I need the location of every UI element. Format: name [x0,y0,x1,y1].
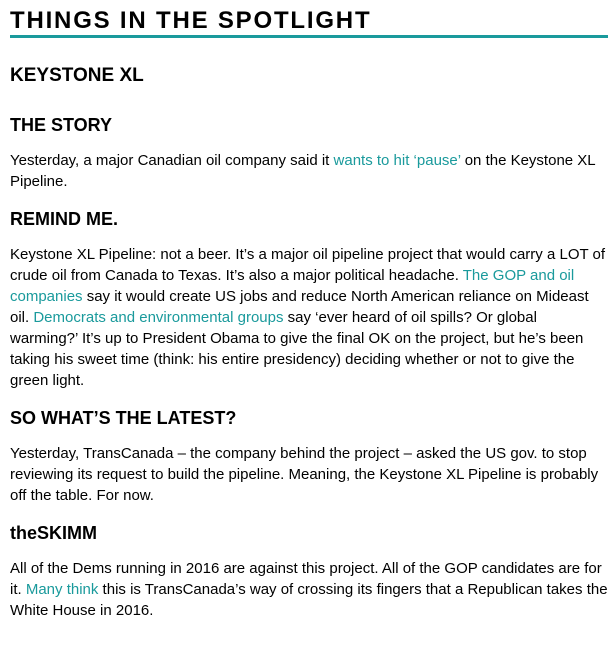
story-text-1: Yesterday, a major Canadian oil company said it [10,152,334,169]
skimm-heading: theSKIMM [10,523,97,543]
latest-text-1: Yesterday, TransCanada – the company behind the project – asked the US gov. to stop reviewing its request to build the pipeline. Meaning, the Keystone XL Pipeline is probably off the table. For now. [10,445,599,504]
latest-paragraph [10,443,608,506]
skimm-text-1: All of the Dems running in 2016 are against this project. All of the GOP candidates are for it. [10,560,602,598]
many-think-link[interactable]: Many think [25,581,99,598]
gop-link[interactable]: The GOP and oil companies [10,267,575,305]
story-text-2: on the Keystone XL Pipeline. [10,152,596,190]
latest-heading: SO WHAT’S THE LATEST? [10,408,237,428]
democrats-link[interactable]: Democrats and environmental groups [33,309,284,326]
newsletter-article [10,0,608,621]
pause-link[interactable]: wants to hit ‘pause’ [333,152,461,169]
section-title: THINGS IN THE SPOTLIGHT [10,7,372,34]
topic-title: KEYSTONE XL [10,65,144,86]
remind-text-3: say ‘ever heard of oil spills? Or global warming?’ It’s up to President Obama to give the final OK on the project, but he’s been taking his sweet time (think: his entire presidency) deciding whether or not to give the green light. [10,309,584,389]
remind-text-2: say it would create US jobs and reduce North American reliance on Mideast oil. [10,288,589,326]
section-header [10,0,608,40]
story-heading: THE STORY [10,115,113,135]
story-paragraph [10,150,608,192]
remind-heading: REMIND ME. [10,209,118,229]
skimm-text-2: this is TransCanada’s way of crossing its fingers that a Republican takes the White House in 2016. [10,581,608,619]
remind-text-1: Keystone XL Pipeline: not a beer. It’s a major oil pipeline project that would carry a LOT of crude oil from Canada to Texas. It’s also a major political headache. [10,246,606,284]
section-divider [10,35,608,38]
skimm-paragraph [10,558,608,621]
remind-paragraph [10,244,608,391]
